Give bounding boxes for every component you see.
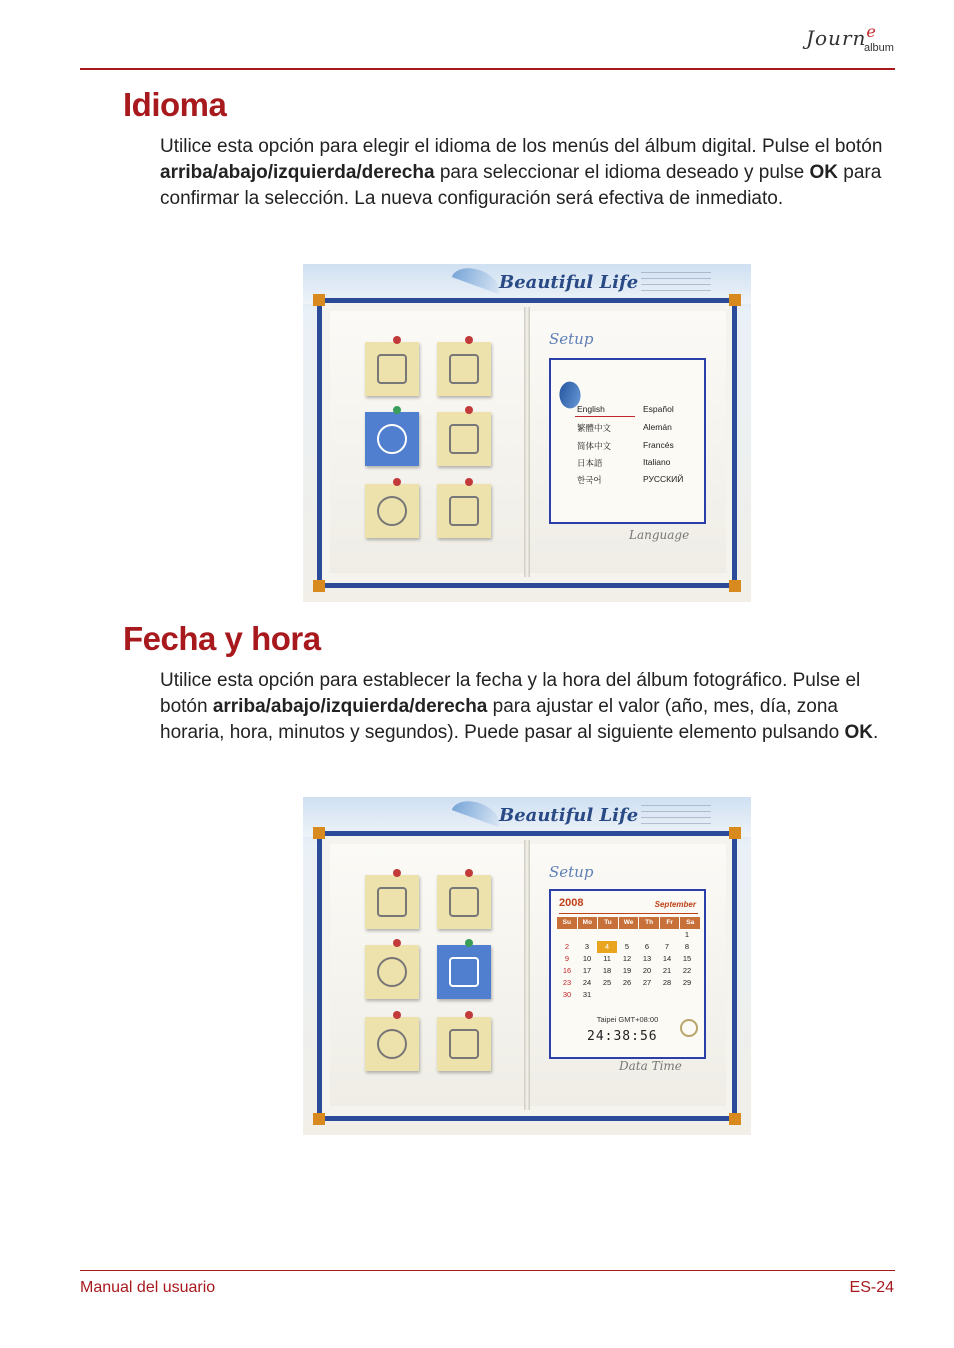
pushpin-icon — [465, 336, 473, 344]
calendar-day[interactable]: 30 — [562, 990, 572, 999]
weekday-label: Tu — [598, 917, 618, 929]
weekday-label: Fr — [660, 917, 680, 929]
calendar-day[interactable]: 14 — [662, 954, 672, 963]
calendar-week — [557, 941, 701, 953]
journe-album-logo: Journ$^e$ album — [806, 22, 894, 54]
paragraph-fecha-hora: Utilice esta opción para establecer la fecha y la hora del álbum fotográfico. Pulse el botón arriba/abajo/izquierda/derecha para ajustar el valor (año, mes, día, zona horaria, hora, minutos y segundos). Puede pasar al siguiente elemento pulsando OK. — [160, 670, 879, 743]
calendar-day — [557, 929, 577, 941]
alarm-clock-icon — [680, 1019, 698, 1037]
document-tile[interactable] — [437, 484, 491, 538]
language-option[interactable]: Español — [643, 404, 674, 414]
screenshot-language-setup — [303, 264, 751, 602]
setup-heading: Setup — [549, 863, 594, 881]
footer-rule — [80, 1270, 895, 1271]
clock-tile[interactable] — [365, 484, 419, 538]
calendar-day[interactable]: 3 — [584, 942, 590, 951]
photo-tile[interactable] — [437, 342, 491, 396]
language-tile[interactable] — [365, 412, 419, 466]
speech-bubble-icon — [377, 957, 407, 987]
slideshow-icon — [377, 887, 407, 917]
slideshow-icon — [377, 354, 407, 384]
photo-tile[interactable] — [437, 875, 491, 929]
calendar-day[interactable]: 20 — [642, 966, 652, 975]
calendar-week — [557, 989, 701, 1001]
calendar-icon — [449, 957, 479, 987]
photo-icon — [449, 887, 479, 917]
calendar-day[interactable]: 29 — [682, 978, 692, 987]
calendar-day[interactable]: 28 — [662, 978, 672, 987]
weekday-label: Mo — [578, 917, 598, 929]
calendar-year[interactable]: 2008 — [559, 897, 584, 909]
slideshow-tile[interactable] — [365, 342, 419, 396]
calendar-week — [557, 953, 701, 965]
calendar-day — [597, 989, 617, 1001]
calendar-day[interactable]: 13 — [642, 954, 652, 963]
calendar-week — [557, 929, 701, 941]
calendar-day — [677, 989, 697, 1001]
pushpin-icon — [465, 478, 473, 486]
language-option[interactable]: 日本語 — [577, 458, 603, 468]
calendar-day[interactable]: 24 — [582, 978, 592, 987]
brand-title: Beautiful Life — [499, 805, 639, 826]
pushpin-icon — [465, 1011, 473, 1019]
speech-bubble-icon — [377, 424, 407, 454]
calendar-day[interactable]: 23 — [562, 978, 572, 987]
calendar-day[interactable]: 21 — [662, 966, 672, 975]
language-option[interactable]: Italiano — [643, 457, 671, 467]
pushpin-icon — [393, 1011, 401, 1019]
calendar-day[interactable]: 19 — [622, 966, 632, 975]
calendar-day[interactable]: 6 — [644, 942, 650, 951]
language-option[interactable]: Francés — [643, 440, 674, 450]
pushpin-icon — [393, 336, 401, 344]
footer-manual-title: Manual del usuario — [80, 1279, 216, 1296]
language-panel — [549, 358, 706, 524]
calendar-month[interactable]: September — [654, 900, 696, 909]
calendar-day — [597, 929, 617, 941]
pushpin-icon — [393, 478, 401, 486]
calendar-day — [657, 929, 677, 941]
language-option[interactable]: РУССКИЙ — [643, 474, 684, 484]
panel-caption-datetime: Data Time — [619, 1059, 682, 1073]
screenshot-datetime-setup — [303, 797, 751, 1135]
calendar-day[interactable]: 4 — [597, 941, 617, 953]
calendar-day[interactable]: 10 — [582, 954, 592, 963]
section-title-idioma: Idioma — [123, 86, 227, 123]
brand-title: Beautiful Life — [499, 272, 639, 293]
calendar-grid — [557, 917, 701, 1001]
calendar-day[interactable]: 12 — [622, 954, 632, 963]
calendar-day — [637, 929, 657, 941]
calendar-day[interactable]: 8 — [684, 942, 690, 951]
weekday-label: We — [619, 917, 639, 929]
calendar-icon — [449, 424, 479, 454]
calendar-day — [577, 929, 597, 941]
document-icon — [449, 496, 479, 526]
calendar-day — [657, 989, 677, 1001]
calendar-day[interactable]: 16 — [562, 966, 572, 975]
calendar-day[interactable]: 27 — [642, 978, 652, 987]
calendar-tile[interactable] — [437, 412, 491, 466]
calendar-day — [617, 989, 637, 1001]
setup-heading: Setup — [549, 330, 594, 348]
pushpin-icon — [393, 939, 401, 947]
pushpin-icon — [393, 406, 401, 414]
calendar-day — [617, 929, 637, 941]
document-icon — [449, 1029, 479, 1059]
language-option[interactable]: 한국어 — [577, 475, 602, 485]
weekday-header — [557, 917, 701, 929]
calendar-day[interactable]: 25 — [602, 978, 612, 987]
slideshow-tile[interactable] — [365, 875, 419, 929]
pushpin-icon — [465, 869, 473, 877]
calendar-week — [557, 965, 701, 977]
section-title-fecha-hora: Fecha y hora — [123, 620, 321, 657]
datetime-panel — [549, 889, 706, 1059]
timezone-label[interactable]: Taipei GMT+08:00 — [596, 1015, 659, 1024]
photo-icon — [449, 354, 479, 384]
language-tile[interactable] — [365, 945, 419, 999]
weekday-label: Sa — [680, 917, 700, 929]
calendar-day[interactable]: 5 — [624, 942, 630, 951]
header-rule — [80, 68, 895, 70]
weekday-label: Su — [557, 917, 577, 929]
language-option[interactable]: Alemán — [643, 422, 672, 432]
calendar-tile[interactable] — [437, 945, 491, 999]
pushpin-icon — [393, 869, 401, 877]
calendar-day[interactable]: 9 — [564, 954, 570, 963]
time-display[interactable]: 24:38:56 — [587, 1029, 658, 1044]
page-number: ES-24 — [849, 1279, 894, 1296]
language-option[interactable]: English — [577, 404, 605, 414]
language-option[interactable]: 繁體中文 — [577, 423, 612, 433]
calendar-week — [557, 977, 701, 989]
calendar-day[interactable]: 15 — [682, 954, 692, 963]
panel-caption-language: Language — [629, 528, 690, 542]
calendar-day[interactable]: 7 — [664, 942, 670, 951]
pushpin-icon — [465, 406, 473, 414]
clock-tile[interactable] — [365, 1017, 419, 1071]
calendar-day[interactable]: 17 — [582, 966, 592, 975]
clock-icon — [377, 1029, 407, 1059]
language-option[interactable]: 简体中文 — [577, 441, 612, 451]
calendar-day[interactable]: 31 — [582, 990, 592, 999]
calendar-day[interactable]: 11 — [603, 954, 611, 963]
calendar-day — [637, 989, 657, 1001]
calendar-day[interactable]: 22 — [682, 966, 692, 975]
paragraph-idioma: Utilice esta opción para elegir el idioma de los menús del álbum digital. Pulse el botón arriba/abajo/izquierda/derecha para seleccionar el idioma deseado y pulse OK para confirmar la selección. La nueva configuración será efectiva de inmediato. — [160, 136, 883, 209]
calendar-day[interactable]: 26 — [622, 978, 632, 987]
pushpin-icon — [465, 939, 473, 947]
clock-icon — [377, 496, 407, 526]
document-tile[interactable] — [437, 1017, 491, 1071]
weekday-label: Th — [639, 917, 659, 929]
calendar-day[interactable]: 18 — [602, 966, 612, 975]
calendar-day[interactable]: 1 — [684, 930, 690, 939]
calendar-day[interactable]: 2 — [564, 942, 570, 951]
